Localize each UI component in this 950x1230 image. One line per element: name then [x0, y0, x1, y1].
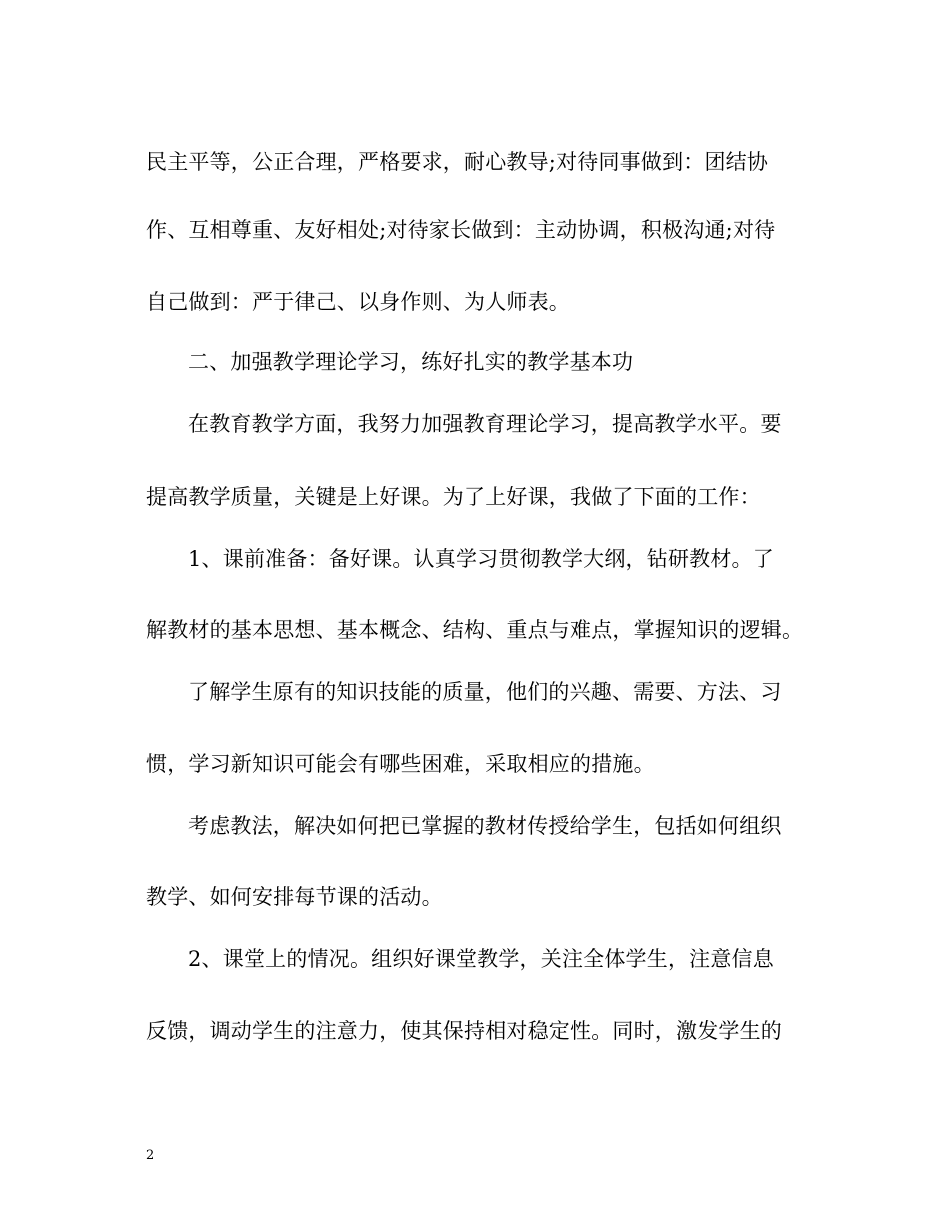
text-line: 解教材的基本思想、基本概念、结构、重点与难点，掌握知识的逻辑。 [146, 618, 804, 642]
text-line: 反馈，调动学生的注意力，使其保持相对稳定性。同时，激发学生的 [146, 1019, 782, 1043]
text-line: 在教育教学方面，我努力加强教育理论学习，提高教学水平。要 [188, 412, 782, 436]
text-line: 考虑教法，解决如何把已掌握的教材传授给学生，包括如何组织 [188, 814, 782, 838]
text-line: 自己做到：严于律己、以身作则、为人师表。 [146, 290, 570, 314]
text-line: 惯，学习新知识可能会有哪些困难，采取相应的措施。 [146, 752, 655, 776]
text-line: 2、课堂上的情况。组织好课堂教学，关注全体学生，注意信息 [188, 947, 774, 971]
text-line: 提高教学质量，关键是上好课。为了上好课，我做了下面的工作： [146, 485, 761, 509]
section-heading: 二、加强教学理论学习，练好扎实的教学基本功 [188, 350, 634, 374]
page-number: 2 [146, 1148, 155, 1163]
text-line: 作、互相尊重、友好相处;对待家长做到：主动协调，积极沟通;对待 [146, 218, 776, 242]
text-line: 教学、如何安排每节课的活动。 [146, 885, 443, 909]
text-line: 1、课前准备：备好课。认真学习贯彻教学大纲，钻研教材。了 [188, 547, 774, 571]
text-line: 了解学生原有的知识技能的质量，他们的兴趣、需要、方法、习 [188, 680, 782, 704]
text-line: 民主平等，公正合理，严格要求，耐心教导;对待同事做到：团结协 [146, 150, 769, 174]
